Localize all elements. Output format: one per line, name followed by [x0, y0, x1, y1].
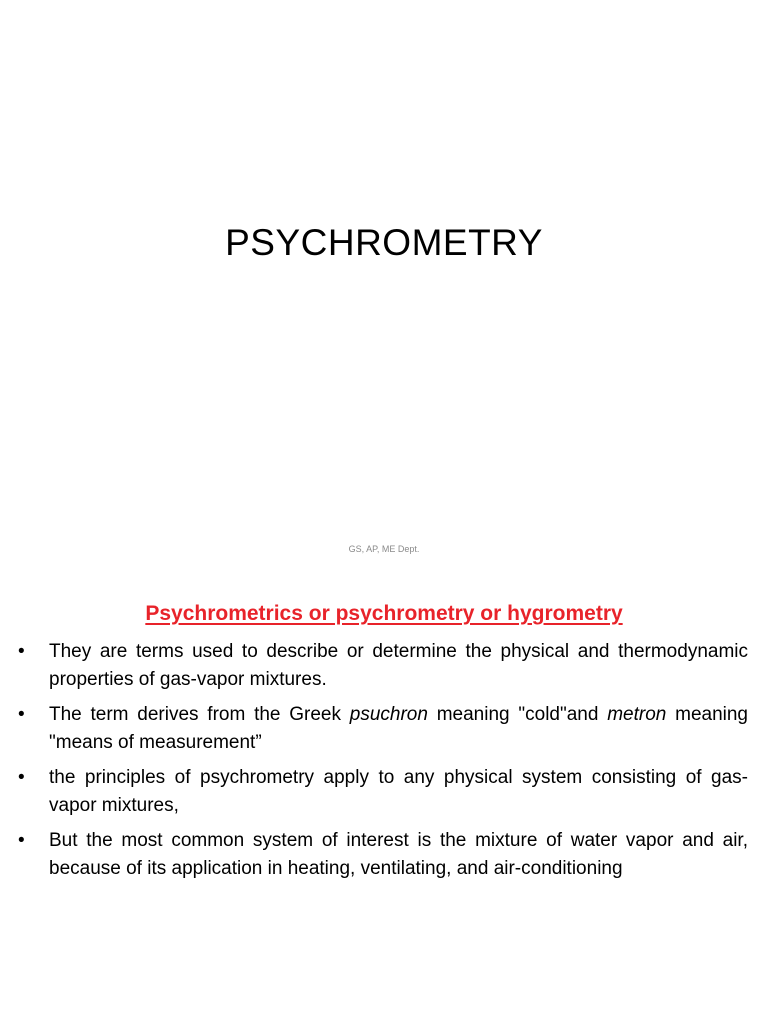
content-slide [0, 580, 768, 1024]
bullet-text: They are terms used to describe or determine the physical and thermodynamic properties of gas-vapor mixtures. [49, 641, 748, 690]
content-heading-text: Psychrometrics or psychrometry or hygrometry [145, 602, 623, 625]
bullet-item-1 [18, 638, 748, 694]
bullet-icon: • [18, 830, 25, 851]
bullet-text: But the most common system of interest is the mixture of water vapor and air, because of its application in heating, ventilating, and air-conditioning [49, 830, 748, 879]
bullet-icon: • [18, 641, 25, 662]
bullet-text: the principles of psychrometry apply to any physical system consisting of gas-vapor mixtures, [49, 767, 748, 816]
bullet-text-part: meaning "means of measurement” [49, 704, 748, 753]
bullet-item-2 [18, 701, 748, 757]
slide-title: PSYCHROMETRY [225, 222, 543, 263]
bullet-text-part: The term derives from the Greek [49, 704, 350, 725]
slide-footer: GS, AP, ME Dept. [348, 544, 420, 554]
greek-term-metron: metron [607, 704, 667, 725]
bullet-text-part: meaning "cold"and [427, 704, 608, 725]
greek-term-psuchron: psuchron [349, 704, 428, 725]
bullet-list [18, 638, 748, 890]
bullet-icon: • [18, 767, 25, 788]
bullet-item-4 [18, 827, 748, 883]
content-heading [0, 600, 768, 628]
bullet-icon: • [18, 704, 25, 725]
bullet-item-3 [18, 764, 748, 820]
